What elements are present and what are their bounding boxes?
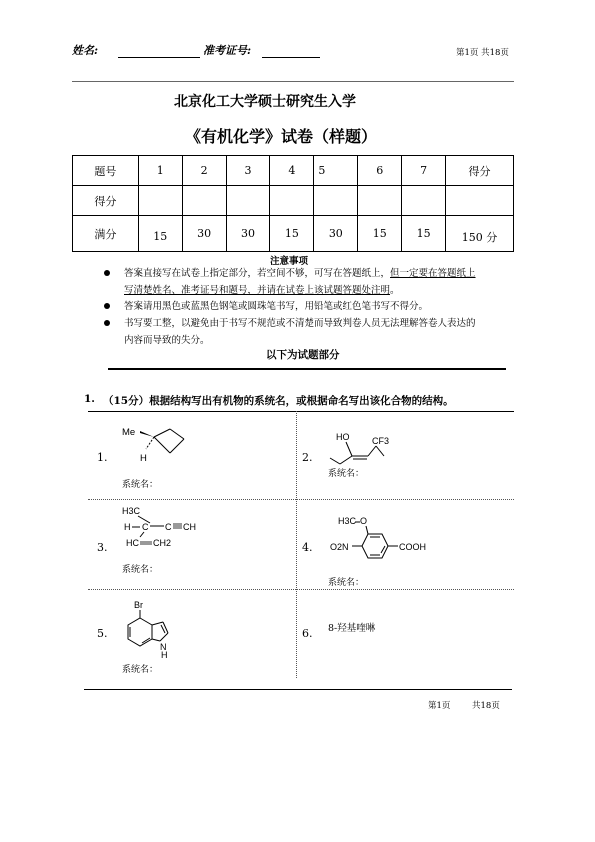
label-cooh: COOH: [399, 542, 426, 552]
score-cell[interactable]: [182, 186, 226, 216]
label-h-1: H: [140, 453, 147, 464]
header-page-info: 第1页 共18页: [456, 48, 509, 58]
label-n: N: [160, 642, 167, 652]
grid-line-2: [88, 589, 514, 590]
score-table-row-score: [73, 186, 514, 216]
score-cell-total[interactable]: [446, 186, 514, 216]
structure-4: [324, 512, 434, 570]
item-3-number: 3.: [97, 541, 108, 554]
section-title: 以下为试题部分: [266, 349, 340, 361]
footer-divider: [84, 689, 512, 690]
label-c-triple: C: [165, 522, 172, 532]
label-br: Br: [134, 600, 143, 610]
item-4-sysname-label: 系统名：: [328, 578, 365, 588]
score-cell[interactable]: [358, 186, 402, 216]
item-1-number: 1.: [97, 451, 108, 464]
row-label-full: 满分: [73, 216, 139, 252]
notice-item-3-b: 内容而导致的失分。: [124, 335, 210, 346]
total-label: 得分: [446, 156, 514, 186]
footer-page: 第1页: [428, 701, 451, 711]
name-field[interactable]: [118, 45, 200, 58]
q-number-5: 5: [314, 156, 358, 186]
grid-line-1: [88, 499, 514, 500]
label-o: O: [360, 516, 368, 526]
item-2-sysname-label: 系统名：: [328, 469, 365, 479]
footer-total: 共18页: [472, 701, 500, 711]
header-divider: [72, 81, 514, 82]
exam-id-field[interactable]: [262, 45, 320, 58]
full-mark-3: 30: [226, 216, 270, 252]
row-label-score: 得分: [73, 186, 139, 216]
notice-item-2-text: 答案请用黑色或蓝黑色钢笔或圆珠笔书写，用铅笔或红色笔书写不得分。: [124, 301, 429, 312]
row-label-number: 题号: [73, 156, 139, 186]
section-divider: [108, 368, 506, 370]
item-6-compound-name: 8-羟基喹啉: [328, 623, 376, 634]
notice-item-1-b: 但一定要在答题纸上: [390, 268, 476, 279]
score-table: [72, 155, 514, 252]
item-2-number: 2.: [302, 451, 313, 464]
full-mark-4: 15: [270, 216, 314, 252]
item-6-number: 6.: [302, 627, 313, 640]
score-cell[interactable]: [402, 186, 446, 216]
notice-item-1-a: 答案直接写在试卷上指定部分，若空间不够，可写在答题纸上，: [124, 268, 391, 279]
score-cell[interactable]: [226, 186, 270, 216]
q-number-7: 7: [402, 156, 446, 186]
label-h-3: H: [124, 522, 131, 532]
q-number-2: 2: [182, 156, 226, 186]
grid-center-line: [296, 411, 297, 678]
label-o2n: O2N: [330, 542, 349, 552]
label-ho: HO: [336, 432, 350, 442]
item-5-sysname-label: 系统名：: [122, 665, 159, 675]
notice-item-3-a: 书写要工整，以避免由于书写不规范或不清楚而导致判卷人员无法理解答卷人表达的: [124, 318, 476, 329]
notice-title: 注意事项: [270, 256, 309, 267]
structure-5: [120, 598, 180, 660]
item-1-sysname-label: 系统名：: [122, 480, 159, 490]
notice-item-2: [104, 298, 524, 315]
structure-3: [120, 503, 210, 551]
score-cell[interactable]: [270, 186, 314, 216]
full-mark-7: 15: [402, 216, 446, 252]
label-h3c: H3C: [122, 506, 141, 516]
q-number-6: 6: [358, 156, 402, 186]
full-mark-total: 150 分: [446, 216, 514, 252]
label-h3co: H3C: [338, 516, 357, 526]
label-ch2: CH2: [153, 538, 172, 548]
question-1-title: （15分）根据结构写出有机物的系统名，或根据命名写出该化合物的结构。: [103, 395, 454, 407]
q-number-1: 1: [138, 156, 182, 186]
name-label: 姓名:: [72, 44, 99, 57]
label-ch: CH: [183, 522, 196, 532]
label-hc: HC: [126, 538, 139, 548]
title-school: 北京化工大学硕士研究生入学: [174, 94, 356, 110]
item-3-sysname-label: 系统名：: [122, 565, 159, 575]
full-mark-1: 15: [138, 216, 182, 252]
label-cf3: CF3: [372, 436, 390, 446]
item-5-number: 5.: [97, 627, 108, 640]
notice-item-1: [104, 265, 524, 299]
q-number-3: 3: [226, 156, 270, 186]
label-me: Me: [122, 427, 136, 438]
score-cell[interactable]: [138, 186, 182, 216]
full-mark-2: 30: [182, 216, 226, 252]
full-mark-5: 30: [314, 216, 358, 252]
score-table-row-number: [73, 156, 514, 186]
question-1-number: 1.: [84, 393, 95, 405]
exam-id-label: 准考证号:: [203, 44, 252, 57]
structure-1: [118, 417, 198, 467]
full-mark-6: 15: [358, 216, 402, 252]
q-number-4: 4: [270, 156, 314, 186]
notice-item-1-d: 。: [390, 285, 400, 296]
grid-top-line: [88, 411, 514, 412]
label-c: C: [142, 522, 149, 532]
notice-item-1-c: 写清楚姓名、准考证号和题号，并请在试卷上该试题答题处注明: [124, 285, 391, 296]
score-cell[interactable]: [314, 186, 358, 216]
notice-item-3: [104, 315, 524, 349]
title-exam: 《有机化学》试卷（样题）: [185, 127, 378, 146]
label-nh-h: H: [161, 650, 168, 660]
item-4-number: 4.: [302, 541, 313, 554]
score-table-row-full: [73, 216, 514, 252]
